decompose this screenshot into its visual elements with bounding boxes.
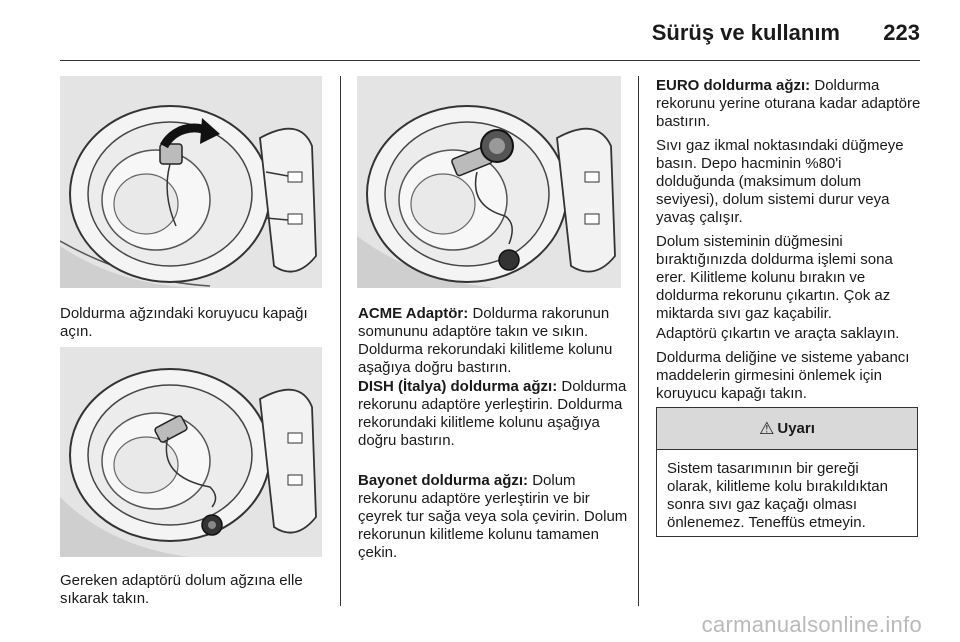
label-euro: EURO doldurma ağzı: xyxy=(656,77,811,94)
text-euro: Doldurma rekorunu yerine oturana kadar adaptöre bastırın. xyxy=(656,77,921,130)
label-dish: DISH (İtalya) doldurma ağzı: xyxy=(358,378,558,395)
caption-adapter-fit: Gereken adaptörü dolum ağzına elle sıkarak takın. xyxy=(60,572,303,607)
warning-header xyxy=(657,408,917,450)
warning-box xyxy=(656,407,918,537)
section-title: Sürüş ve kullanım xyxy=(651,20,840,45)
caption-open-cap: Doldurma ağzındaki koruyucu kapağı açın. xyxy=(60,305,308,340)
header-divider xyxy=(60,60,920,61)
warning-title: Uyarı xyxy=(777,420,815,437)
page-number: 223 xyxy=(883,20,920,45)
paragraph-store-adapter: Adaptörü çıkartın ve araçta saklayın. xyxy=(656,325,900,342)
paragraph-euro xyxy=(656,77,924,131)
paragraph-release: Dolum sisteminin düğmesini bıraktığınızda doldurma işlemi sona erer. Kilitleme kolunu bırakın ve doldurma rekorunu çıkartın. Çok az miktarda sıvı gaz kaçabilir. xyxy=(656,233,893,322)
site-watermark: carmanualsonline.info xyxy=(701,612,922,637)
text-bayonet: Dolum rekorunu adaptöre yerleştirin ve bir çeyrek tur sağa veya sola çevirin. Dolum rekorunun kilitleme kolunu tamamen çekin. xyxy=(358,472,628,561)
paragraph-bayonet xyxy=(358,472,630,562)
column-divider-2 xyxy=(638,76,639,606)
illustration-adapter-fit xyxy=(60,347,322,557)
warning-triangle-icon: ⚠ xyxy=(759,418,775,438)
text-acme: Doldurma rakorunun somununu adaptöre takın ve sıkın. Doldurma rekorundaki kilitleme kolunu aşağıya doğru bastırın. xyxy=(358,305,613,376)
warning-text: Sistem tasarımının bir gereği olarak, kilitleme kolu bırakıldıktan sonra sıvı gaz kaçağı olması önlenemez. Teneffüs etmeyin. xyxy=(667,460,888,531)
paragraph-protective-cap: Doldurma deliğine ve sisteme yabancı maddelerin girmesini önlemek için koruyucu kapağı takın. xyxy=(656,349,910,402)
paragraph-acme xyxy=(358,305,630,377)
text-dish: Doldurma rekorunu adaptöre yerleştirin. Doldurma rekorundaki kilitleme kolunu aşağıya doğru bastırın. xyxy=(358,378,627,449)
illustration-open-cap xyxy=(60,76,322,288)
column-divider-1 xyxy=(340,76,341,606)
label-acme: ACME Adaptör: xyxy=(358,305,469,322)
page-header xyxy=(0,0,960,62)
label-bayonet: Bayonet doldurma ağzı: xyxy=(358,472,529,489)
paragraph-dish xyxy=(358,378,630,450)
illustration-dish-adapter xyxy=(357,76,621,288)
paragraph-fill-button: Sıvı gaz ikmal noktasındaki düğmeye basın. Depo hacminin %80'i dolduğunda (maksimum dolum seviyesi), dolum sistemi durur veya yavaş çalışır. xyxy=(656,137,904,226)
